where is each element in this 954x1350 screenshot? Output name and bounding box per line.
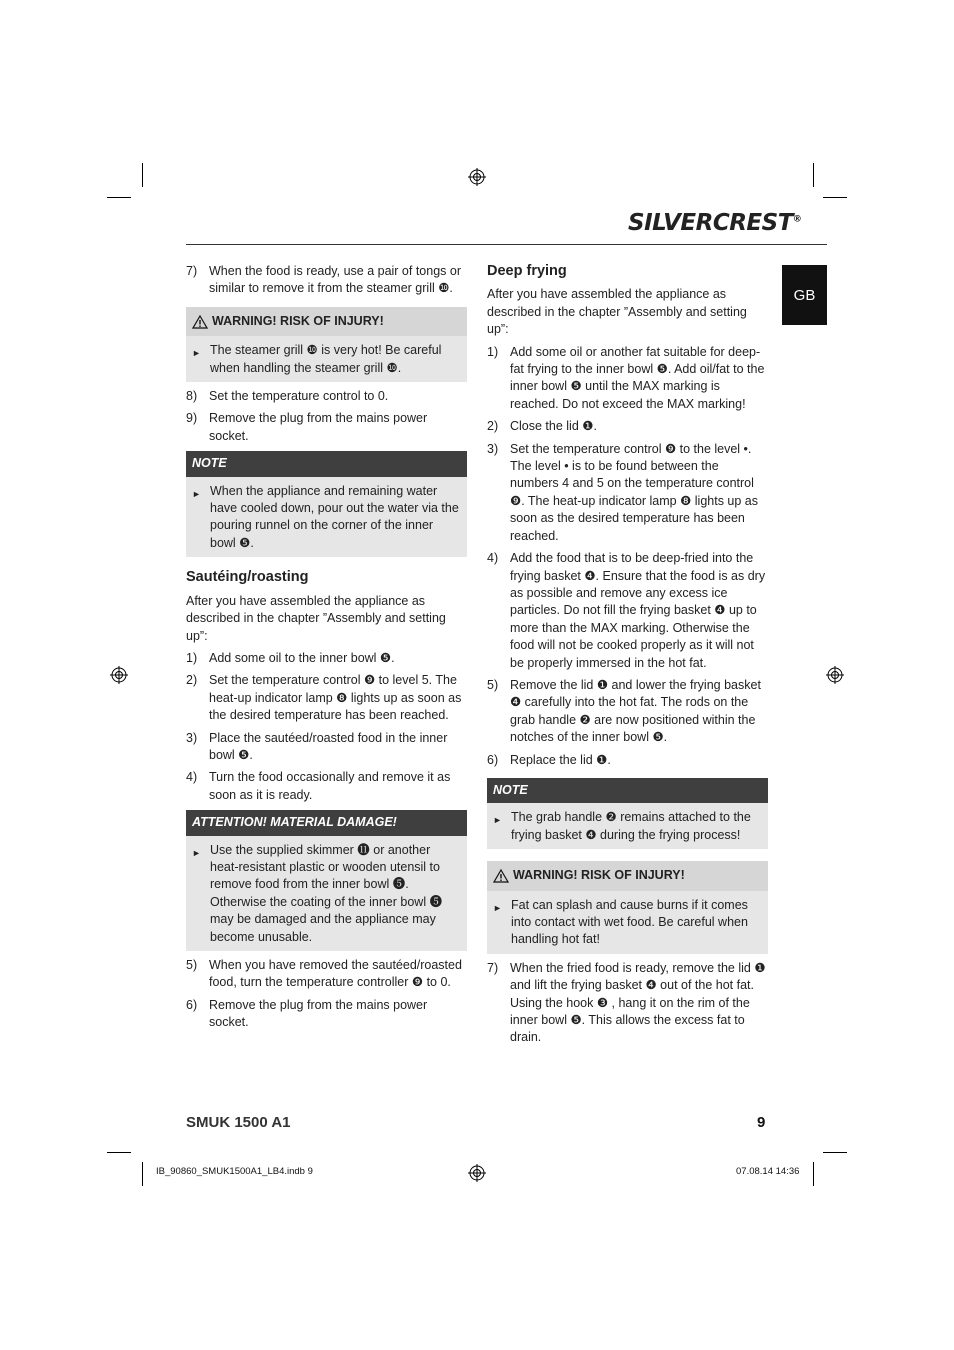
attention-text: Use the supplied skimmer ⓫ or another heat-resistant plastic or wooden utensil to remove food from the inner bowl ❺. Otherwise the coating of the inner bowl ❺ may be damaged and the appliance may become unusable.: [210, 842, 443, 944]
note-box: [487, 778, 768, 849]
step-item: [186, 957, 467, 992]
step-text: Add some oil or another fat suitable for deep-fat frying to the inner bowl ❺. Add oil/fat to the inner bowl ❺ until the MAX marking is reached. Do not exceed the MAX marking!: [510, 344, 765, 411]
step-item: [487, 550, 768, 672]
step-text: Close the lid ❶.: [510, 419, 597, 434]
warning-triangle-icon: [192, 315, 208, 329]
step-text: When the food is ready, use a pair of tongs or similar to remove it from the steamer grill ❿.: [209, 264, 461, 296]
triangle-bullet-icon: ►: [493, 815, 502, 826]
warning-title: WARNING! RISK OF INJURY!: [513, 868, 685, 883]
page-number: 9: [757, 1114, 766, 1131]
warning-text: Fat can splash and cause burns if it comes into contact with wet food. Be careful when handling hot fat!: [511, 897, 748, 947]
step-number: 8): [186, 389, 198, 404]
note-body: [186, 477, 467, 558]
registration-mark-icon: [468, 168, 486, 186]
step-item: [186, 388, 467, 405]
right-column: [487, 263, 768, 1052]
attention-title: ATTENTION! MATERIAL DAMAGE!: [186, 810, 467, 835]
warning-text: The steamer grill ❿ is very hot! Be careful when handling the steamer grill ❿.: [210, 343, 442, 375]
step-number: 2): [487, 419, 499, 434]
step-item: [487, 441, 768, 545]
note-body: [487, 803, 768, 849]
step-text: Remove the lid ❶ and lower the frying basket ❹ carefully into the hot fat. The rods on the grab handle ❷ are now positioned within the notches of the inner bowl ❺.: [510, 677, 761, 745]
note-text: When the appliance and remaining water have cooled down, pour out the water via the pouring runnel on the corner of the inner bowl ❺.: [210, 483, 459, 550]
warning-header: [186, 307, 467, 336]
step-text: Remove the plug from the mains power socket.: [209, 997, 428, 1030]
step-number: 9): [186, 411, 198, 426]
step-number: 1): [186, 650, 198, 665]
step-text: Place the sautéed/roasted food in the inner bowl ❺.: [209, 730, 448, 762]
step-number: 5): [186, 958, 198, 972]
crop-mark: [823, 197, 847, 198]
brand-name: SILVERCREST: [628, 210, 793, 236]
attention-box: [186, 810, 467, 951]
step-text: Add some oil to the inner bowl ❺.: [209, 650, 395, 665]
step-text: Turn the food occasionally and remove it as soon as it is ready.: [209, 770, 451, 802]
step-number: 6): [487, 752, 499, 767]
triangle-bullet-icon: ►: [192, 488, 201, 499]
header-rule: [186, 244, 827, 245]
step-item: [186, 769, 467, 804]
warning-triangle-icon: [493, 869, 509, 883]
step-text: When the fried food is ready, remove the lid ❶ and lift the frying basket ❹ out of the hot fat. Using the hook ❸ , hang it on the rim of the inner bowl ❺. This allows the excess fat to drain.: [510, 960, 766, 1045]
step-item: [186, 410, 467, 445]
section-intro: After you have assembled the appliance as described in the chapter ”Assembly and setting up”:: [186, 593, 446, 643]
step-text: Set the temperature control ❾ to the level •. The level • is to be found between the numbers 4 and 5 on the temperature control ❾. The heat-up indicator lamp ❽ lights up as soon as the desired temperature has been reached.: [510, 441, 759, 543]
crop-mark: [813, 1162, 814, 1186]
step-item: [186, 263, 467, 298]
warning-box: [487, 861, 768, 954]
step-text: When you have removed the sautéed/roasted food, turn the temperature controller ❾ to 0.: [209, 958, 462, 990]
registration-mark-icon: [468, 1164, 486, 1182]
print-slug-file: IB_90860_SMUK1500A1_LB4.indb 9: [156, 1166, 313, 1177]
note-title: NOTE: [487, 778, 768, 803]
language-tab-label: GB: [793, 286, 816, 304]
attention-body: [186, 836, 467, 951]
step-number: 1): [487, 344, 499, 359]
step-number: 2): [186, 673, 198, 688]
print-slug-date: 07.08.14 14:36: [736, 1166, 800, 1177]
warning-body: [186, 336, 467, 382]
step-item: [186, 730, 467, 765]
step-number: 7): [487, 960, 499, 975]
step-item: [186, 650, 467, 667]
step-item: [487, 344, 768, 414]
step-number: 4): [186, 770, 198, 785]
step-item: [186, 997, 467, 1032]
step-text: Add the food that is to be deep-fried into the frying basket ❹. Ensure that the food is as dry as possible and remove any excess ice particles. Do not fill the frying basket ❹ up to more than the MAX marking. Otherwise the food will not be cooked properly as it will not be properly immersed in the hot fat.: [510, 551, 766, 670]
note-box: [186, 451, 467, 557]
step-item: [186, 672, 467, 724]
step-text: Replace the lid ❶.: [510, 752, 611, 767]
step-number: 5): [487, 677, 499, 692]
warning-title: WARNING! RISK OF INJURY!: [212, 313, 384, 328]
model-number: SMUK 1500 A1: [186, 1114, 291, 1131]
section-intro: After you have assembled the appliance as described in the chapter ”Assembly and setting up”:: [487, 287, 747, 337]
warning-box: [186, 307, 467, 382]
left-column: [186, 263, 467, 1037]
step-text: Set the temperature control ❾ to level 5. The heat-up indicator lamp ❽ lights up as soon as the desired temperature has been reached.: [209, 673, 462, 723]
language-tab: [782, 265, 827, 325]
step-number: 4): [487, 551, 499, 566]
warning-header: [487, 861, 768, 890]
triangle-bullet-icon: ►: [192, 348, 201, 359]
step-number: 3): [186, 730, 198, 745]
step-number: 3): [487, 441, 499, 456]
crop-mark: [813, 163, 814, 187]
registered-mark: ®: [792, 214, 802, 225]
note-title: NOTE: [186, 451, 467, 476]
registration-mark-icon: [110, 666, 128, 684]
crop-mark: [823, 1152, 847, 1153]
step-item: [487, 752, 768, 769]
step-item: [487, 418, 768, 435]
registration-mark-icon: [826, 666, 844, 684]
crop-mark: [107, 1152, 131, 1153]
section-heading: Sautéing/roasting: [186, 569, 309, 586]
crop-mark: [142, 1162, 143, 1186]
saute-steps: [186, 650, 467, 804]
step-item: [487, 960, 768, 1047]
step-text: Remove the plug from the mains power socket.: [209, 411, 428, 443]
step-number: 7): [186, 264, 198, 278]
section-heading: Deep frying: [487, 263, 567, 279]
triangle-bullet-icon: ►: [192, 847, 201, 858]
brand-logo: [628, 210, 801, 236]
step-item: [487, 677, 768, 747]
warning-body: [487, 891, 768, 954]
step-number: 6): [186, 997, 198, 1012]
triangle-bullet-icon: ►: [493, 902, 502, 913]
crop-mark: [142, 163, 143, 187]
crop-mark: [107, 197, 131, 198]
note-text: The grab handle ❷ remains attached to the frying basket ❹ during the frying process!: [511, 810, 751, 842]
step-text: Set the temperature control to 0.: [209, 389, 389, 404]
